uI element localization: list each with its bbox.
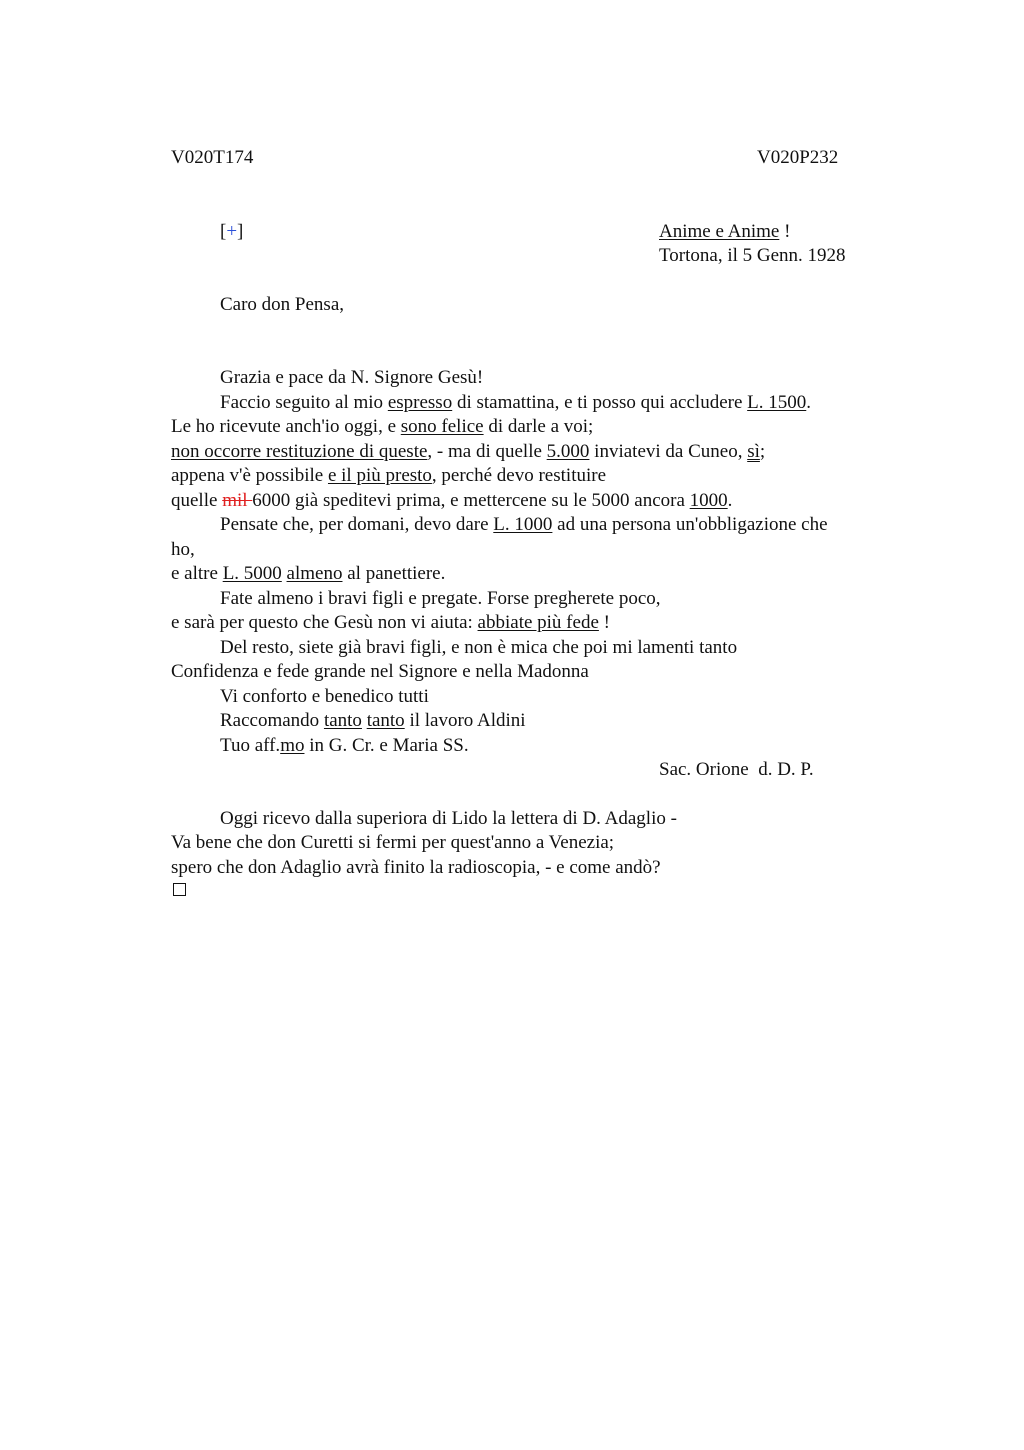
square-outline-icon — [173, 883, 186, 896]
underlined-text: non occorre restituzione di queste — [171, 440, 428, 462]
underlined-text: 5.000 — [546, 440, 590, 462]
body-line: ho, — [171, 538, 195, 560]
letter-body — [171, 366, 891, 758]
text-run: di stamattina, e ti posso qui accludere — [452, 391, 748, 413]
deleted-text: mil — [222, 489, 253, 511]
body-line: Grazia e pace da N. Signore Gesù! — [220, 367, 484, 388]
body-line — [171, 391, 891, 416]
text-run: quelle — [171, 489, 223, 511]
text-run: Tuo aff. — [220, 734, 281, 756]
text-run: , - ma di quelle — [427, 440, 547, 462]
cross-marker-close: ] — [237, 221, 244, 242]
double-underlined-text: sì — [747, 440, 760, 462]
body-line — [171, 415, 891, 440]
text-run: Pensate che, per domani, devo dare — [220, 514, 494, 535]
underlined-text: abbiate più fede — [477, 612, 599, 633]
text-run: al panettiere. — [342, 563, 446, 584]
text-run: e altre — [171, 563, 223, 584]
postscript-line: Va bene che don Curetti si fermi per quest'anno a Venezia; — [171, 832, 615, 853]
underlined-text: espresso — [387, 391, 453, 413]
text-run: ; — [759, 440, 766, 462]
header-left-code: V020T174 — [171, 147, 254, 168]
text-run: e sarà per questo che Gesù non vi aiuta: — [171, 612, 478, 633]
text-run: ad una persona un'obbligazione che — [552, 514, 828, 535]
text-run: 6000 già speditevi prima, e mettercene su le 5000 ancora — [252, 489, 690, 511]
text-run: in G. Cr. e Maria SS. — [304, 734, 469, 756]
underlined-text: L. 1000 — [493, 514, 553, 535]
body-line: Fate almeno i bravi figli e pregate. Forse pregherete poco, — [220, 587, 661, 609]
text-run: , perché devo restituire — [431, 465, 607, 486]
body-line: Vi conforto e benedico tutti — [220, 685, 429, 707]
motto — [659, 220, 790, 244]
body-line — [171, 562, 891, 587]
underlined-text: tanto — [323, 710, 362, 731]
text-run: di darle a voi; — [483, 416, 594, 437]
text-run: ! — [598, 612, 610, 633]
body-line: Del resto, siete già bravi figli, e non è mica che poi mi lamenti tanto — [220, 636, 738, 658]
header-right-code: V020P232 — [757, 147, 839, 168]
underlined-text: sono felice — [400, 416, 484, 437]
body-line — [171, 440, 891, 465]
text-run: appena v'è possibile — [171, 465, 328, 486]
text-run: Faccio seguito al mio — [220, 391, 388, 413]
text-run: Raccomando — [220, 710, 324, 731]
text-run: Le ho ricevute anch'io oggi, e — [171, 416, 401, 437]
body-line — [171, 709, 891, 734]
text-run: inviatevi da Cuneo, — [589, 440, 748, 462]
body-line — [171, 734, 891, 759]
greeting: Caro don Pensa, — [220, 294, 345, 315]
cross-marker-open: [ — [220, 221, 227, 242]
postscript-line: Oggi ricevo dalla superiora di Lido la lettera di D. Adaglio - — [220, 808, 677, 829]
motto-text: Anime e Anime — [659, 221, 780, 242]
underlined-text: L. 5000 — [222, 563, 282, 584]
place-date: Tortona, il 5 Genn. 1928 — [659, 245, 846, 266]
body-line: Confidenza e fede grande nel Signore e nella Madonna — [171, 661, 589, 682]
cross-marker — [220, 220, 243, 244]
body-line — [171, 611, 891, 636]
underlined-text: tanto — [366, 710, 405, 731]
body-line — [171, 464, 891, 489]
text-run: . — [806, 391, 812, 413]
underlined-text: e il più presto — [327, 465, 432, 486]
text-run: . — [727, 489, 733, 511]
underlined-text: L. 1500 — [747, 391, 807, 413]
plus-icon: + — [226, 221, 238, 242]
motto-tail: ! — [779, 221, 791, 242]
body-line — [171, 489, 891, 514]
postscript-line: spero che don Adaglio avrà finito la radioscopia, - e come andò? — [171, 857, 661, 878]
underlined-text: 1000 — [689, 489, 728, 511]
underlined-text: mo — [280, 734, 305, 756]
underlined-text: almeno — [286, 563, 343, 584]
text-run: il lavoro Aldini — [404, 710, 526, 731]
signature: Sac. Orione d. D. P. — [659, 759, 814, 780]
body-line — [171, 513, 891, 538]
